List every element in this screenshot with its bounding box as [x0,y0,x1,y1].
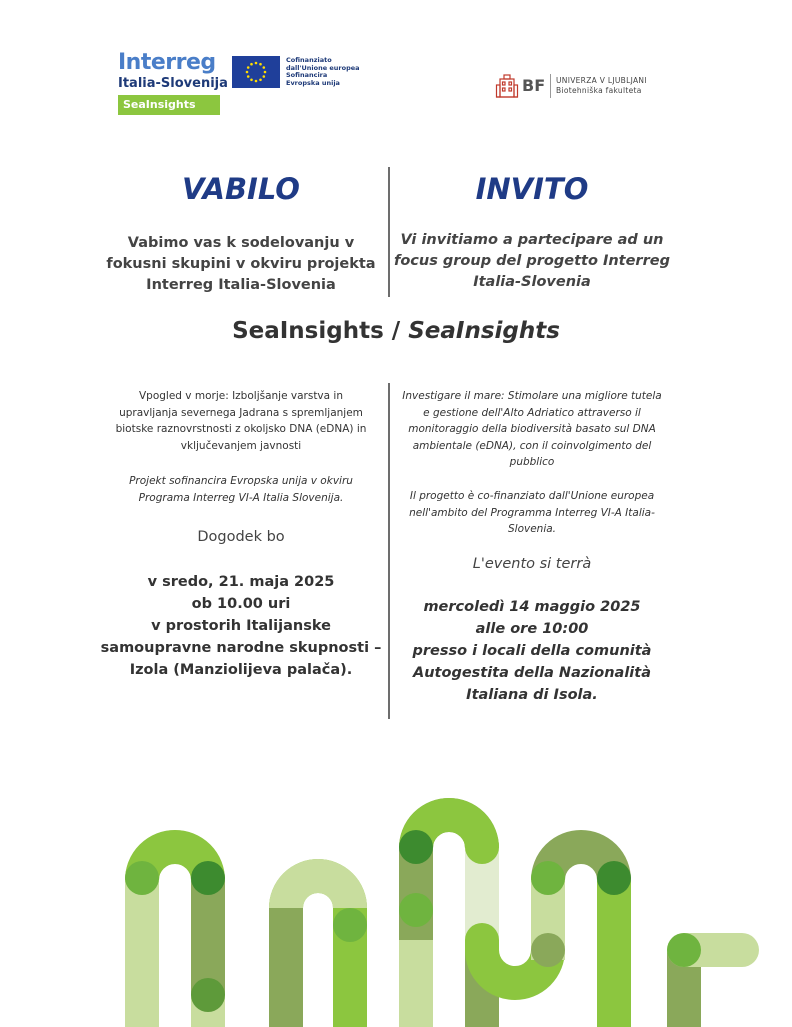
lead-line: focus group del progetto Interreg [394,253,670,269]
project-title [0,318,792,344]
lead-italian [393,230,671,293]
desc-line: upravljanja severnega Jadrana s spremljanjem [119,406,363,419]
bf-logo-letters: BF [522,76,546,95]
heading-vabilo: VABILO [182,172,300,206]
desc-line: pubblico [509,456,555,468]
column-divider-bottom [388,383,390,719]
lead-line: fokusni skupini v okviru projekta [106,256,376,272]
eu-line: Cofinanziato [286,56,332,64]
event-line: samoupravne narodne skupnosti – [100,640,382,656]
event-line: alle ore 10:00 [475,621,589,637]
faculty-line: Biotehniška fakulteta [556,86,642,95]
desc-line: vključevanjem javnosti [180,439,302,452]
event-line: mercoledì 14 maggio 2025 [423,599,641,615]
university-name [556,76,647,96]
description-italian [393,388,671,471]
cofinancing-slovenian [96,473,386,506]
desc-line: Investigare il mare: Stimolare una migliore tutela [402,390,662,402]
lead-slovenian [96,233,386,296]
event-details-slovenian [96,571,386,681]
eu-line: Evropska unija [286,78,340,87]
cofin-line: Il progetto è co-finanziato dall'Unione europea [409,490,655,502]
event-intro-italian: L'evento si terrà [472,556,592,572]
heading-invito: INVITO [475,172,589,206]
interreg-logo-word: Interreg [118,50,216,75]
description-slovenian [96,388,386,454]
project-title-italic: SeaInsights [408,318,560,344]
event-details-italian [393,596,671,706]
project-title-sep: / [383,318,409,344]
event-line: v sredo, 21. maja 2025 [147,574,335,590]
event-line: Izola (Manziolijeva palača). [129,662,353,678]
event-line: ob 10.00 uri [191,596,291,612]
lead-line: Vabimo vas k sodelovanju v [127,235,355,251]
desc-line: e gestione dell'Alto Adriatico attraverso il [423,406,641,419]
university-building-icon [495,73,519,99]
lead-line: Vi invitiamo a partecipare ad un [400,232,664,248]
event-line: v prostorih Italijanske [151,618,331,634]
lead-line: Interreg Italia-Slovenia [146,277,336,293]
eu-line: dall'Unione europea [286,63,360,72]
event-line: Italiana di Isola. [466,687,598,703]
project-title-main: SeaInsights [232,318,384,344]
lead-line: Italia-Slovenia [473,274,591,290]
project-tag: SeaInsights [118,95,220,115]
desc-line: ambientale (eDNA), con il coinvolgimento del [412,439,652,452]
desc-line: monitoraggio della biodiversità basato sul DNA [408,423,656,435]
eu-line: Sofinancira [286,71,328,79]
cofin-line: nell'ambito del Programma Interreg VI-A Italia- [409,506,655,519]
event-line: presso i locali della comunità [412,643,652,659]
cofin-line: Programa Interreg VI-A Italia Slovenija. [138,491,344,504]
eu-flag-icon [232,56,280,88]
bf-logo-divider [550,74,551,98]
cofin-line: Projekt sofinancira Evropska unija v okviru [129,475,353,487]
event-intro-slovenian: Dogodek bo [197,529,285,545]
desc-line: Vpogled v morje: Izboljšanje varstva in [138,390,343,402]
eu-cofinancing-text [286,57,360,87]
decorative-wave-graphic [0,790,792,1027]
desc-line: biotske raznovrstnosti z okoljsko DNA (eDNA) in [115,423,367,435]
university-line: UNIVERZA V LJUBLJANI [556,76,647,85]
cofinancing-italian [393,488,671,538]
event-line: Autogestita della Nazionalità [413,665,651,681]
interreg-logo-subtitle: Italia-Slovenija [118,76,228,91]
cofin-line: Slovenia. [507,523,557,535]
column-divider-top [388,167,390,297]
